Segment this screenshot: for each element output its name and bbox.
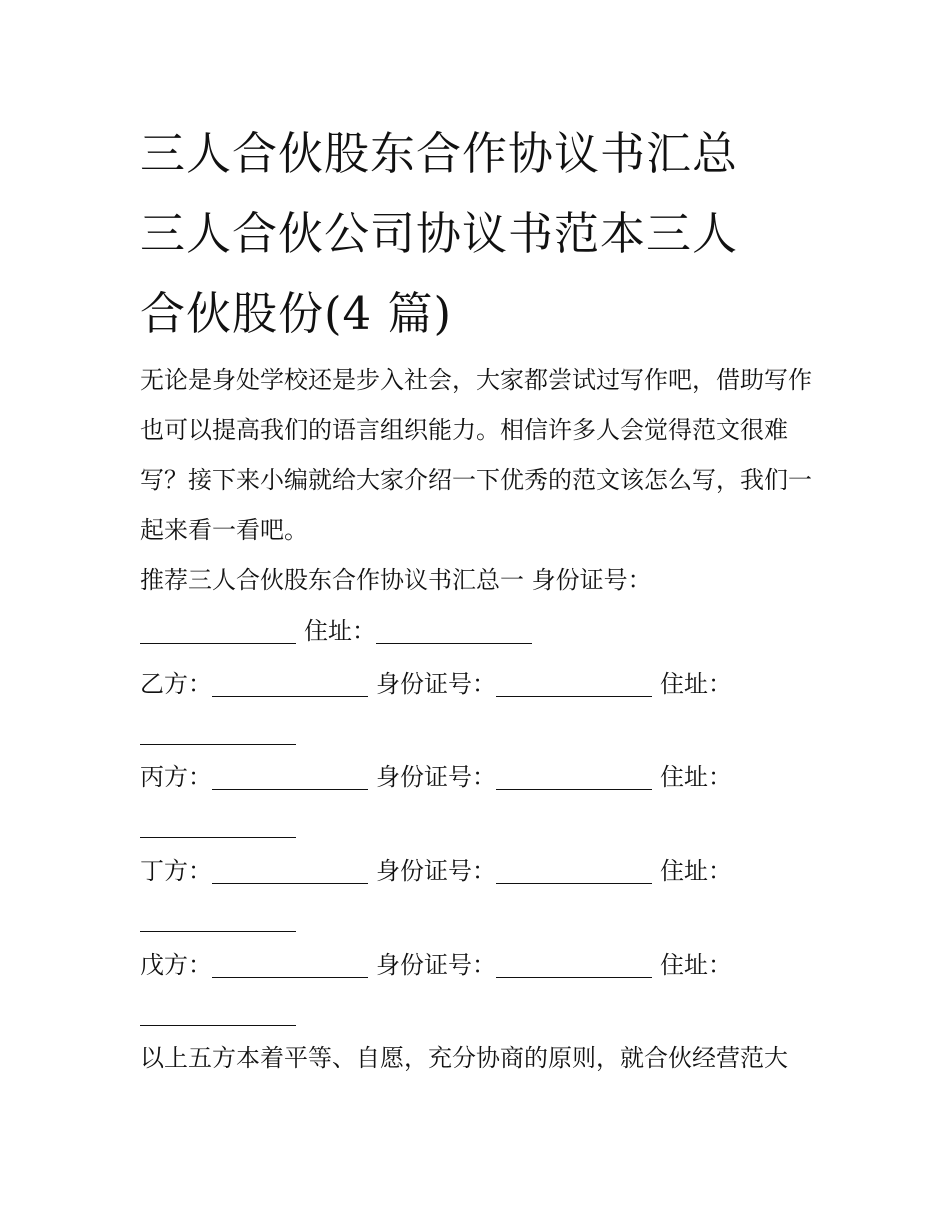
title-line-3: 合伙股份(4 篇)	[140, 287, 453, 340]
intro-paragraph: 无论是身处学校还是步入社会，大家都尝试过写作吧，借助写作也可以提高我们的语言组织能力。相信许多人会觉得范文很难写？接下来小编就给大家介绍一下优秀的范文该怎么写，我们一起来看一看吧。	[140, 366, 812, 544]
id-label-b: 身份证号：	[376, 670, 496, 698]
address-label-b: 住址：	[660, 670, 732, 698]
title-line-2: 三人合伙公司协议书范本三人	[140, 207, 739, 260]
address-label-d: 住址：	[660, 857, 732, 885]
closing-line	[140, 1033, 820, 1083]
party-name-blank-e	[212, 953, 368, 978]
id-blank-e	[496, 953, 652, 978]
party-name-blank-d	[212, 859, 368, 884]
party-label-e: 戊方：	[140, 951, 212, 979]
party-name-blank-c	[212, 765, 368, 790]
party-line-d	[140, 846, 820, 896]
address-blank-line-e	[140, 988, 820, 1038]
closing-paragraph: 以上五方本着平等、自愿，充分协商的原则，就合伙经营范大	[140, 1044, 788, 1072]
first-party-id-address-line	[140, 606, 820, 656]
id-blank-d	[496, 859, 652, 884]
title-line-1: 三人合伙股东合作协议书汇总	[140, 127, 739, 180]
address-label: 住址：	[304, 617, 376, 645]
id-blank-c	[496, 765, 652, 790]
party-label-d: 丁方：	[140, 857, 212, 885]
address-blank	[376, 619, 532, 644]
party-label-c: 丙方：	[140, 763, 212, 791]
address-blank-line-b	[140, 707, 820, 757]
id-blank-b	[496, 672, 652, 697]
party-label-b: 乙方：	[140, 670, 212, 698]
id-label-d: 身份证号：	[376, 857, 496, 885]
id-label-c: 身份证号：	[376, 763, 496, 791]
address-blank-d	[140, 907, 296, 932]
address-blank-b	[140, 720, 296, 745]
party-line-c	[140, 752, 820, 802]
address-label-e: 住址：	[660, 951, 732, 979]
address-label-c: 住址：	[660, 763, 732, 791]
party-line-e	[140, 940, 820, 990]
address-blank-c	[140, 813, 296, 838]
party-name-blank-b	[212, 672, 368, 697]
recommend-heading: 推荐三人合伙股东合作协议书汇总一 身份证号：	[140, 566, 652, 594]
address-blank-line-d	[140, 894, 820, 944]
recommend-heading-line	[140, 555, 820, 605]
document-title	[140, 114, 820, 354]
party-line-b	[140, 659, 820, 709]
id-label-e: 身份证号：	[376, 951, 496, 979]
id-number-blank	[140, 619, 296, 644]
address-blank-e	[140, 1001, 296, 1026]
address-blank-line-c	[140, 800, 820, 850]
